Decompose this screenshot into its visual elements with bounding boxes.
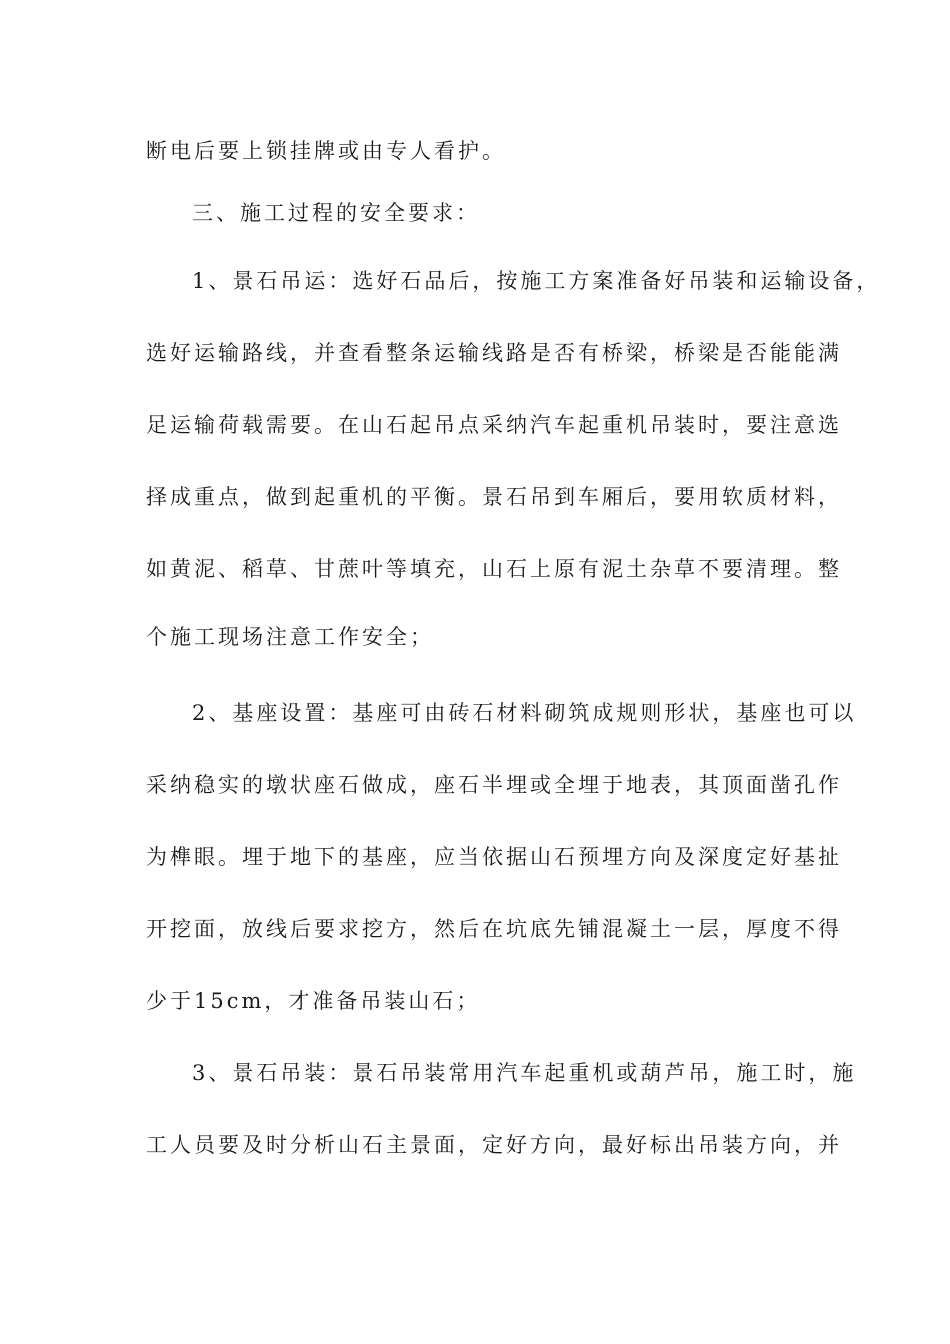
text-line: 选好运输路线，并查看整条运输线路是否有桥梁，桥梁是否能能满 — [146, 341, 842, 365]
text-line: 3、景石吊装：景石吊装常用汽车起重机或葫芦吊，施工时，施 — [192, 1061, 857, 1085]
text-line: 个施工现场注意工作安全； — [146, 625, 434, 649]
text-line: 1、景石吊运：选好石品后，按施工方案准备好吊装和运输设备， — [192, 269, 881, 293]
section-heading: 三、施工过程的安全要求： — [192, 201, 480, 225]
text-line: 足运输荷载需要。在山石起吊点采纳汽车起重机吊装时，要注意选 — [146, 413, 842, 437]
text-line: 如黄泥、稻草、甘蔗叶等填充，山石上原有泥土杂草不要清理。整 — [146, 557, 842, 581]
text-line: 工人员要及时分析山石主景面，定好方向，最好标出吊装方向，并 — [146, 1133, 842, 1157]
text-line: 开挖面，放线后要求挖方，然后在坑底先铺混凝土一层，厚度不得 — [146, 917, 842, 941]
text-line: 2、基座设置：基座可由砖石材料砌筑成规则形状，基座也可以 — [192, 701, 857, 725]
text-line: 采纳稳实的墩状座石做成，座石半埋或全埋于地表，其顶面凿孔作 — [146, 773, 842, 797]
text-line: 少于15cm，才准备吊装山石； — [146, 989, 481, 1013]
text-line: 为榫眼。埋于地下的基座，应当依据山石预埋方向及深度定好基扯 — [146, 845, 842, 869]
text-line: 择成重点，做到起重机的平衡。景石吊到车厢后，要用软质材料， — [146, 485, 842, 509]
text-line: 断电后要上锁挂牌或由专人看护。 — [146, 139, 506, 163]
